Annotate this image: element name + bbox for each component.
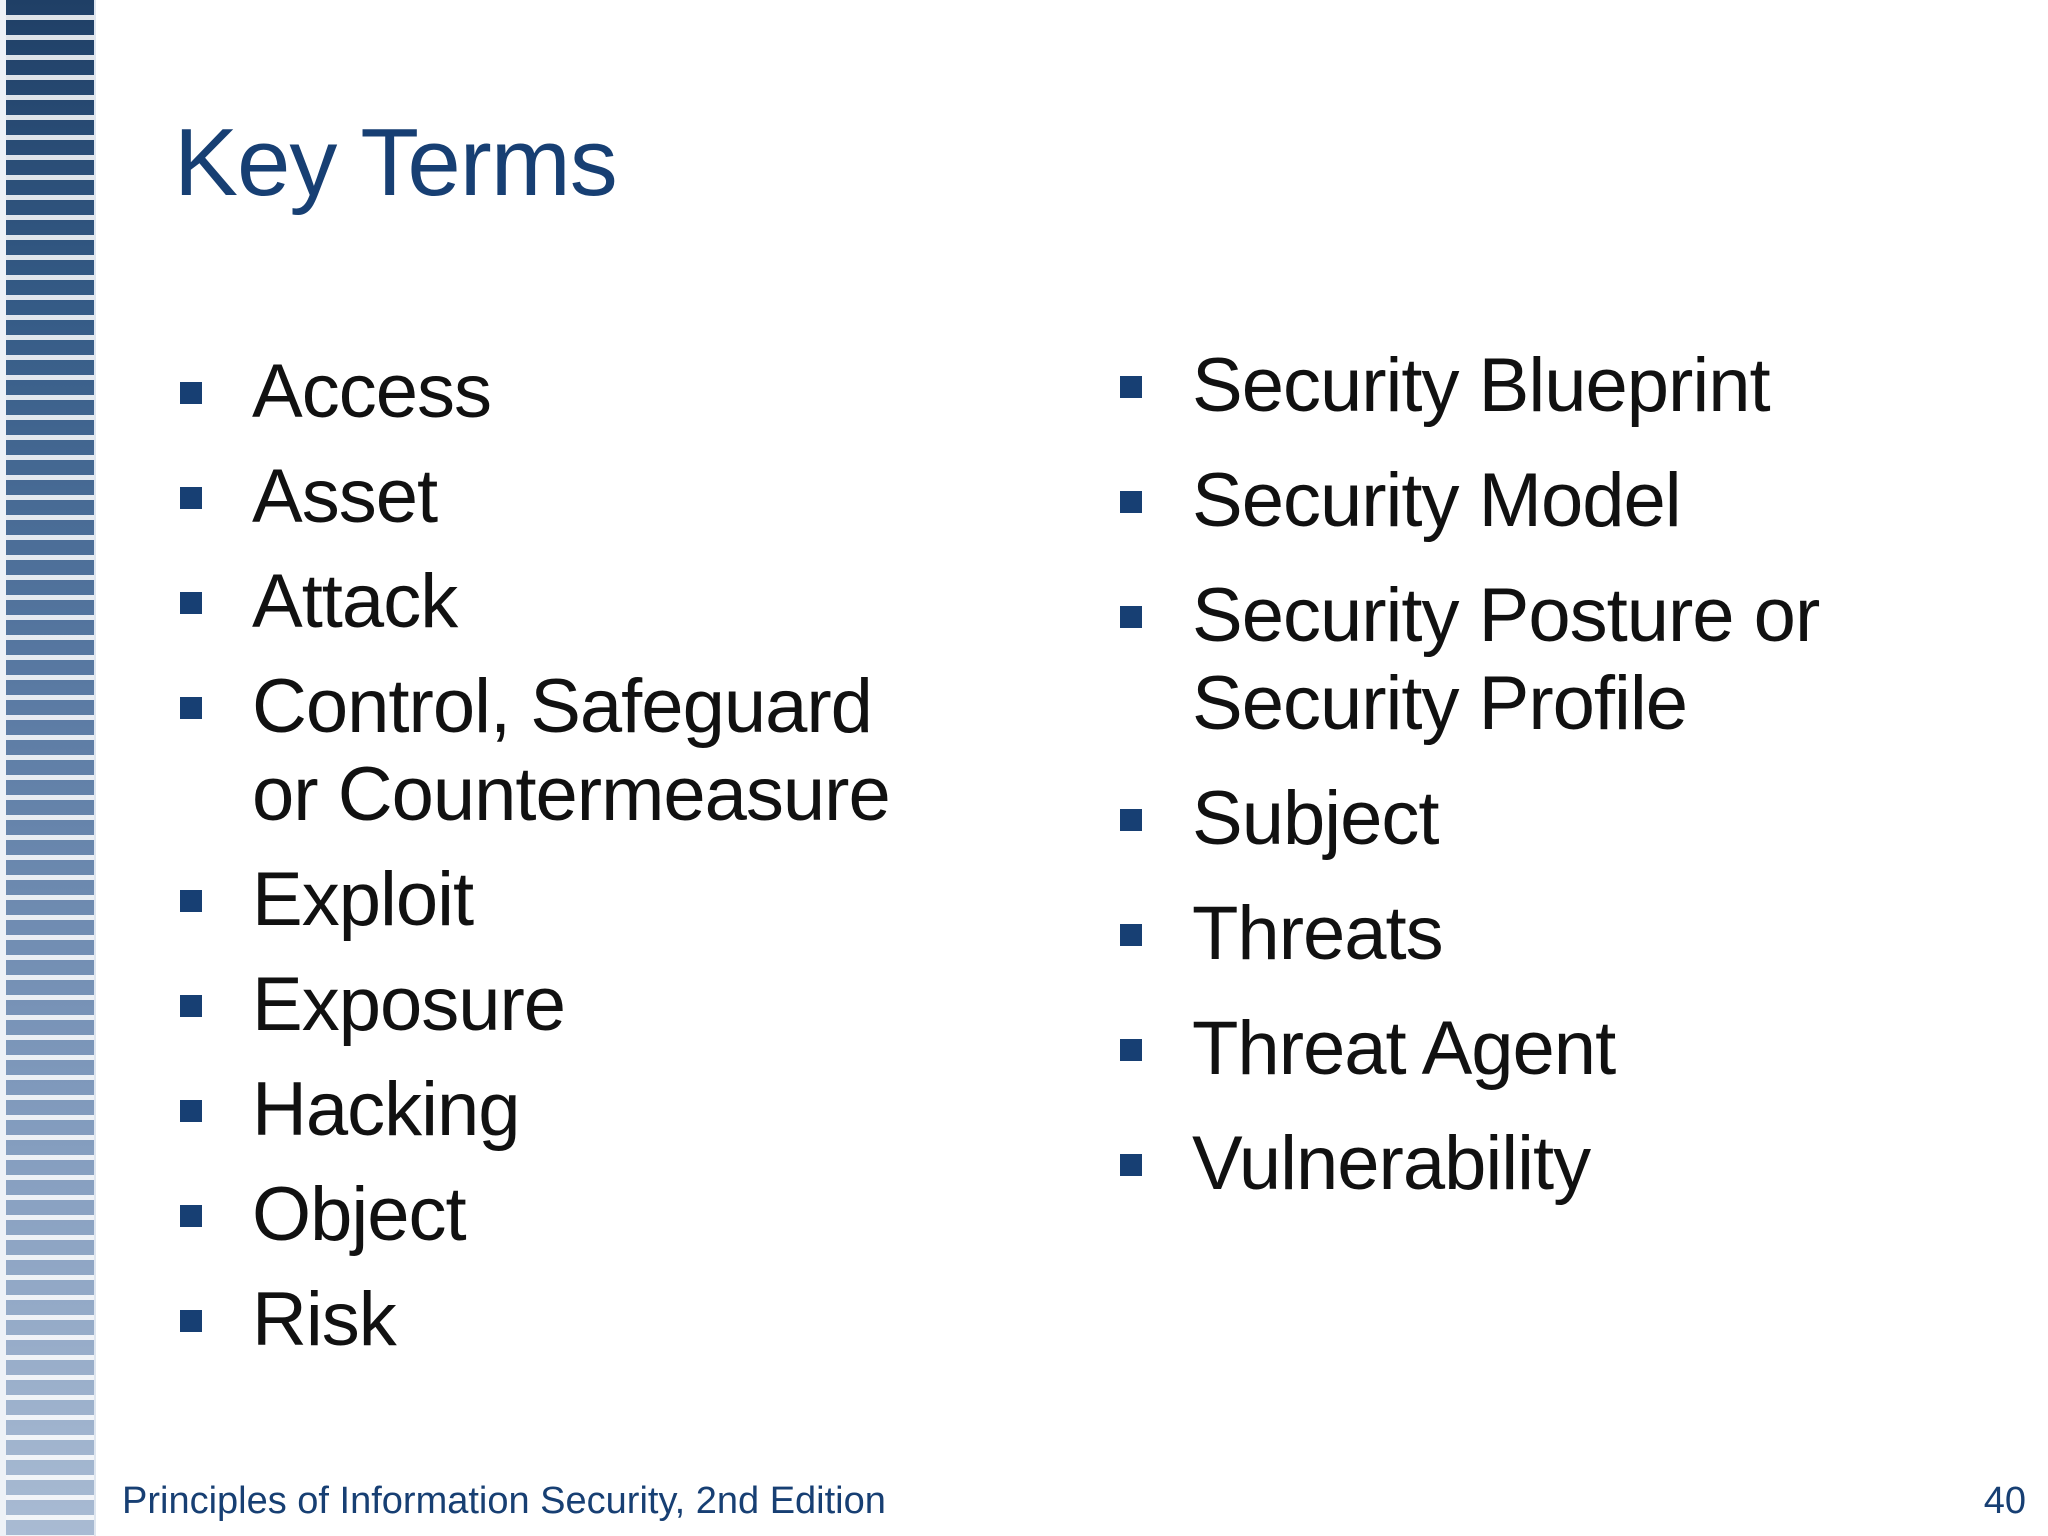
list-item bbox=[176, 453, 1076, 541]
square-bullet-icon bbox=[1120, 491, 1142, 513]
list-item bbox=[1116, 890, 2016, 978]
square-bullet-icon bbox=[1120, 376, 1142, 398]
term-label: Subject bbox=[1192, 776, 1439, 861]
list-item bbox=[1116, 457, 2016, 545]
term-label: Threat Agent bbox=[1192, 1006, 1616, 1091]
slide-title: Key Terms bbox=[174, 109, 617, 216]
list-item bbox=[176, 663, 952, 839]
square-bullet-icon bbox=[180, 890, 202, 912]
term-label: Exposure bbox=[252, 962, 566, 1047]
square-bullet-icon bbox=[1120, 809, 1142, 831]
square-bullet-icon bbox=[180, 487, 202, 509]
decorative-side-bar bbox=[0, 0, 96, 1536]
square-bullet-icon bbox=[1120, 1039, 1142, 1061]
square-bullet-icon bbox=[180, 995, 202, 1017]
list-item bbox=[1116, 1120, 2016, 1208]
term-label: Exploit bbox=[252, 857, 474, 942]
list-item bbox=[176, 1171, 1076, 1259]
square-bullet-icon bbox=[1120, 606, 1142, 628]
square-bullet-icon bbox=[180, 592, 202, 614]
list-item bbox=[176, 558, 1076, 646]
term-label: Access bbox=[252, 349, 491, 434]
square-bullet-icon bbox=[180, 382, 202, 404]
term-label: Asset bbox=[252, 454, 438, 539]
square-bullet-icon bbox=[180, 1310, 202, 1332]
square-bullet-icon bbox=[180, 697, 202, 719]
list-item bbox=[1116, 1005, 2016, 1093]
term-label: Attack bbox=[252, 559, 458, 644]
square-bullet-icon bbox=[180, 1205, 202, 1227]
term-label: Security Model bbox=[1192, 458, 1681, 543]
list-item bbox=[176, 961, 1076, 1049]
list-item bbox=[176, 348, 1076, 436]
term-label: Hacking bbox=[252, 1067, 520, 1152]
square-bullet-icon bbox=[180, 1100, 202, 1122]
list-item bbox=[176, 856, 1076, 944]
term-label: Control, Safeguard or Countermeasure bbox=[252, 664, 890, 837]
list-item bbox=[176, 1276, 1076, 1364]
list-item bbox=[1116, 572, 1852, 748]
square-bullet-icon bbox=[1120, 924, 1142, 946]
page-number: 40 bbox=[1983, 1480, 2026, 1522]
right-term-list bbox=[1116, 342, 2016, 1235]
footer-book-title: Principles of Information Security, 2nd Edition bbox=[122, 1480, 886, 1522]
decorative-stripes bbox=[6, 0, 94, 1536]
term-label: Risk bbox=[252, 1277, 396, 1362]
left-term-list bbox=[176, 348, 1076, 1381]
term-label: Object bbox=[252, 1172, 466, 1257]
term-label: Security Posture or Security Profile bbox=[1192, 573, 1820, 746]
term-label: Vulnerability bbox=[1192, 1121, 1591, 1206]
term-label: Security Blueprint bbox=[1192, 343, 1770, 428]
term-label: Threats bbox=[1192, 891, 1443, 976]
list-item bbox=[1116, 342, 2016, 430]
list-item bbox=[176, 1066, 1076, 1154]
square-bullet-icon bbox=[1120, 1154, 1142, 1176]
list-item bbox=[1116, 775, 2016, 863]
